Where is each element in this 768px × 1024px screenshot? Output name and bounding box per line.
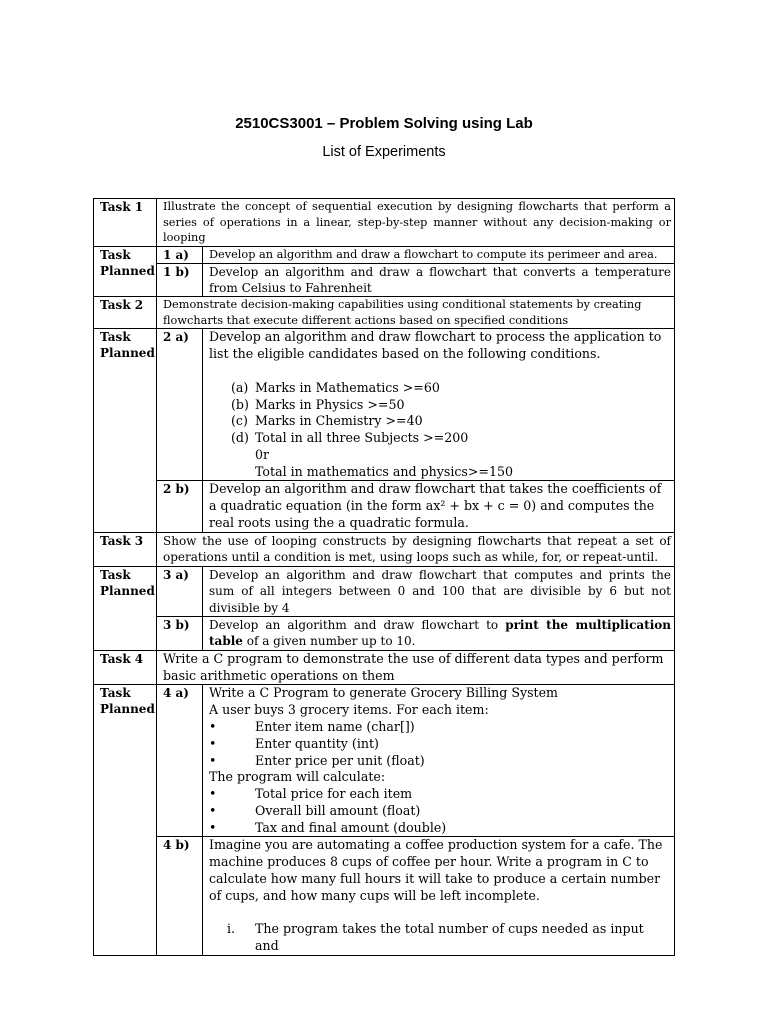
task-4b-cell (203, 837, 675, 956)
task-4-label: Task 4 (94, 650, 157, 685)
list-item-text: Tax and final amount (double) (255, 819, 447, 835)
task-3b-number: 3 b) (157, 616, 203, 650)
task-4a-calc-intro: The program will calculate: (209, 769, 386, 785)
task-1b-number: 1 b) (157, 263, 203, 297)
bullet-icon: • (209, 735, 217, 751)
list-item-text: The program takes the total number of cups needed as input and (255, 921, 644, 954)
list-item-text: Marks in Chemistry >=40 (255, 413, 423, 429)
task-3-description: Show the use of looping constructs by designing flowcharts that repeat a set of operations until a condition is met, using loops such as while, for, or repeat-until. (157, 532, 675, 566)
list-marker: (b) (231, 396, 249, 412)
task-3-planned-label: Task Planned (94, 566, 157, 650)
task-1b-row (94, 263, 675, 297)
task-4a-title: Write a C Program to generate Grocery Billing System (209, 685, 558, 701)
task-2a-intro: Develop an algorithm and draw flowchart to process the application to list the eligible candidates based on the following conditions. (209, 329, 662, 362)
task-3b-text-start: Develop an algorithm and draw flowchart to (209, 617, 506, 632)
list-item-text: Marks in Physics >=50 (255, 396, 405, 412)
list-item-text: Enter quantity (int) (255, 735, 379, 751)
task-1a-text: Develop an algorithm and draw a flowchart to compute its perimeer and area. (203, 246, 675, 263)
list-item (209, 921, 671, 955)
task-3a-number: 3 a) (157, 566, 203, 616)
task-2b-row (94, 481, 675, 532)
task-3b-emphasis: print the multiplication table (209, 617, 671, 649)
grocery-inputs-list (209, 719, 671, 769)
list-item (209, 380, 671, 397)
task-1-description: Illustrate the concept of sequential execution by designing flowcharts that perform a series of operations in a linear, step-by-step manner without any decision-making or looping (157, 199, 675, 247)
task-1b-text: Develop an algorithm and draw a flowchart that converts a temperature from Celsius to Fahrenheit (203, 263, 675, 297)
task-1-planned-label: Task Planned (94, 246, 157, 297)
bullet-icon: • (209, 718, 217, 734)
grocery-outputs-list (209, 786, 671, 836)
task-4b-text: Imagine you are automating a coffee production system for a cafe. The machine produces 8 cups of coffee per hour. Write a program in C to calculate how many full hours it will take to produce a certain number of cups, and how many cups will be left incomplete. (209, 837, 663, 903)
task-3b-text-end: of a given number up to 10. (242, 634, 416, 649)
list-item (209, 413, 671, 430)
list-item-text: Total in all three Subjects >=200 (255, 430, 469, 446)
alternative-condition: Total in mathematics and physics>=150 (255, 463, 513, 479)
task-4a-cell (203, 685, 675, 837)
task-4-planned-label: Task Planned (94, 685, 157, 956)
list-item (209, 820, 671, 837)
task-1a-row (94, 246, 675, 263)
list-item (209, 397, 671, 414)
task-2a-row (94, 329, 675, 481)
bullet-icon: • (209, 752, 217, 768)
task-2a-cell (203, 329, 675, 481)
list-item-text: Enter item name (char[]) (255, 718, 415, 734)
list-marker: (a) (231, 379, 249, 395)
list-item-text: Marks in Mathematics >=60 (255, 379, 440, 395)
list-item (209, 753, 671, 770)
eligibility-conditions-list (209, 380, 671, 447)
task-4a-number: 4 a) (157, 685, 203, 837)
task-1-row (94, 199, 675, 247)
task-3-label: Task 3 (94, 532, 157, 566)
list-marker: i. (227, 921, 236, 937)
task-4a-row (94, 685, 675, 837)
task-3-row (94, 532, 675, 566)
task-4b-row (94, 837, 675, 956)
document-title: 2510CS3001 – Problem Solving using Lab (235, 115, 533, 132)
task-2-label: Task 2 (94, 297, 157, 329)
task-4b-number: 4 b) (157, 837, 203, 956)
experiments-table (93, 198, 675, 956)
bullet-icon: • (209, 786, 217, 802)
list-item-text: Enter price per unit (float) (255, 752, 425, 768)
list-item (209, 736, 671, 753)
task-2b-number: 2 b) (157, 481, 203, 532)
document-subtitle: List of Experiments (322, 144, 446, 160)
list-marker: (c) (231, 413, 248, 429)
task-2-planned-label: Task Planned (94, 329, 157, 533)
list-item (209, 803, 671, 820)
task-4a-intro: A user buys 3 grocery items. For each item: (209, 702, 489, 718)
list-item (209, 719, 671, 736)
task-3b-row (94, 616, 675, 650)
list-marker: (d) (231, 430, 249, 446)
bullet-icon: • (209, 802, 217, 818)
list-item-text: Overall bill amount (float) (255, 802, 421, 818)
task-2-row (94, 297, 675, 329)
task-4-row (94, 650, 675, 685)
task-3b-cell (203, 616, 675, 650)
task-2b-text: Develop an algorithm and draw flowchart that takes the coefficients of a quadratic equation (in the form ax² + bx + c = 0) and computes the real roots using the a quadratic formula. (203, 481, 675, 532)
task-2-description: Demonstrate decision-making capabilities using conditional statements by creating flowcharts that execute different actions based on specified conditions (157, 297, 675, 329)
task-2a-number: 2 a) (157, 329, 203, 481)
list-item-text: Total price for each item (255, 786, 413, 802)
task-3a-text: Develop an algorithm and draw flowchart that computes and prints the sum of all integers between 0 and 100 that are divisible by 6 but not divisible by 4 (203, 566, 675, 616)
task-1-label: Task 1 (94, 199, 157, 247)
coffee-steps-list (209, 921, 671, 955)
list-item (209, 430, 671, 447)
task-4-description: Write a C program to demonstrate the use of different data types and perform basic arithmetic operations on them (157, 650, 675, 685)
task-3a-row (94, 566, 675, 616)
bullet-icon: • (209, 819, 217, 835)
task-1a-number: 1 a) (157, 246, 203, 263)
or-text: 0r (255, 446, 270, 462)
list-item (209, 786, 671, 803)
